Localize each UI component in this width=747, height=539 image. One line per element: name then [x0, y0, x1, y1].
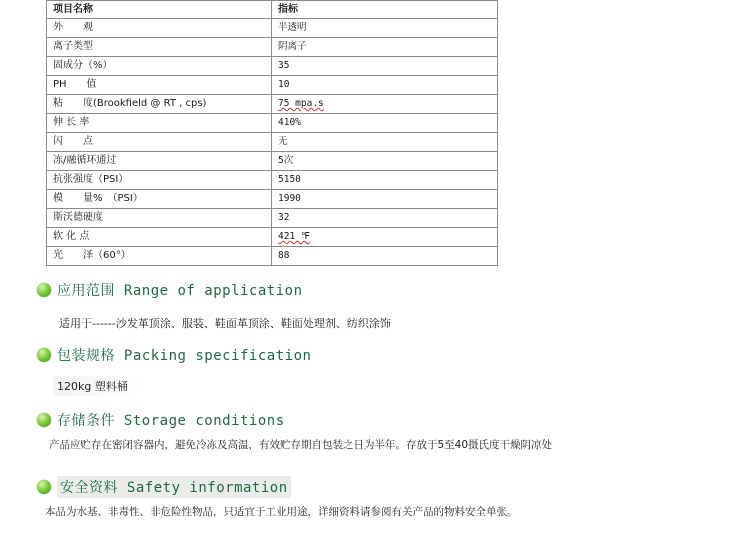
table-row [47, 171, 498, 190]
row-value: 88 [272, 247, 498, 266]
table-row [47, 114, 498, 133]
row-name: 闪 点 [47, 133, 272, 152]
section-application [37, 279, 391, 331]
green-sphere-bullet-icon [37, 348, 51, 362]
row-value: 阴离子 [272, 38, 498, 57]
row-name: 离子类型 [47, 38, 272, 57]
row-name: 粘 度(Brookfield @ RT , cps) [47, 95, 272, 114]
header-name: 项目名称 [47, 1, 272, 19]
row-name: 斯沃德硬度 [47, 209, 272, 228]
row-value: 半透明 [272, 19, 498, 38]
row-name: 冻/融循环通过 [47, 152, 272, 171]
table-row [47, 19, 498, 38]
green-sphere-bullet-icon [37, 283, 51, 297]
table-row [47, 209, 498, 228]
row-name: 外 观 [47, 19, 272, 38]
section-heading [37, 279, 391, 301]
row-name: PH 值 [47, 76, 272, 95]
header-value: 指标 [272, 1, 498, 19]
row-name: 抗张强度（PSI） [47, 171, 272, 190]
section-packing [37, 344, 311, 396]
row-value: 1990 [272, 190, 498, 209]
row-value: 32 [272, 209, 498, 228]
row-value: 421 ℉ [272, 228, 498, 247]
section-title: 应用范围 Range of application [57, 283, 303, 299]
row-value: 10 [272, 76, 498, 95]
row-value: 75 mpa.s [272, 95, 498, 114]
table-row [47, 133, 498, 152]
section-text: 适用于------沙发革顶涂、服装、鞋面革顶涂、鞋面处理剂、纺织涂饰 [59, 317, 391, 330]
row-value: 5150 [272, 171, 498, 190]
row-name: 模 量% （PSI） [47, 190, 272, 209]
row-value: 无 [272, 133, 498, 152]
table-row [47, 247, 498, 266]
section-storage [37, 409, 552, 452]
spec-table [46, 0, 498, 266]
green-sphere-bullet-icon [37, 413, 51, 427]
table-row [47, 190, 498, 209]
table-row [47, 228, 498, 247]
row-value: 5次 [272, 152, 498, 171]
section-safety [37, 476, 518, 519]
section-heading [37, 409, 552, 431]
section-heading [37, 476, 518, 498]
section-title: 存储条件 Storage conditions [57, 413, 285, 429]
row-name: 伸 长 率 [47, 114, 272, 133]
row-name: 软 化 点 [47, 228, 272, 247]
section-text: 120kg 塑料桶 [53, 376, 142, 396]
table-row [47, 95, 498, 114]
table-row [47, 38, 498, 57]
section-title: 包装规格 Packing specification [57, 348, 312, 364]
table-row [47, 76, 498, 95]
table-row [47, 152, 498, 171]
section-text: 本品为水基、非毒性、非危险性物品，只适宜于工业用途，详细资料请参阅有关产品的物料安全单张。 [45, 506, 518, 518]
row-name: 光 泽（60°） [47, 247, 272, 266]
row-value: 410% [272, 114, 498, 133]
section-text: 产品应贮存在密闭容器内，避免冷冻及高温，有效贮存期自包装之日为半年。存放于5至40摄氏度干燥阴凉处 [49, 439, 553, 451]
row-name: 固成分（%） [47, 57, 272, 76]
section-title: 安全资料 Safety information [57, 476, 291, 498]
table-row [47, 57, 498, 76]
green-sphere-bullet-icon [37, 480, 51, 494]
row-value: 35 [272, 57, 498, 76]
table-header-row [47, 1, 498, 19]
section-heading [37, 344, 311, 366]
